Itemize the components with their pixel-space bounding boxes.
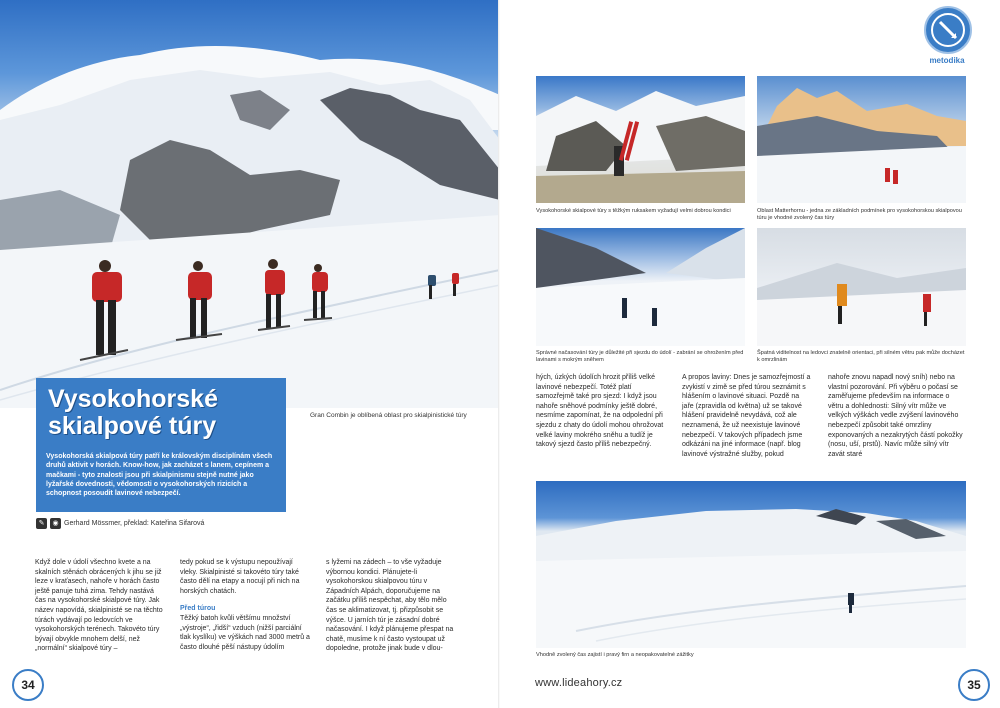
pen-icon: ✎ bbox=[36, 518, 47, 529]
article-lead: Vysokohorská skialpová túry patří ke královským disciplínám všech druhů aktivit v horách. Know-how, jak zacházet s lanem, cepínem a mačkami - tyto znalosti jsou při skialpinismu stejně nutné jako lyžařské dovednosti, vědomosti o vysokohorských rizicích a schopnost posoudit lavinové nebezpečí. bbox=[46, 453, 273, 498]
left-col2-text-b: Těžký batoh kvůli většímu množství „výstroje“, „řidší“ vzduch (nižší parciální tlak kyslíku) ve výškách nad 3000 metrů a často dlouhé pěší nástupy údolím bbox=[180, 614, 310, 651]
left-col3-text: s lyžemi na zádech – to vše vyžaduje výbornou kondici. Plánujete-li vysokohorskou skialpovou túru v Západních Alpách, doporučujeme na začátku příliš nespěchat, aby tělo mělo čas se aklimatizovat, tj. přizpůsobit se výšce. U jarních túr je zásadní dobré načasování. I když plánujeme přespat na chatě, musíme k ní často vystoupat už dopoledne, protože jinak bude v dlou- bbox=[326, 559, 454, 653]
right-col2-text: A propos laviny: Dnes je samozřejmostí a zvykistí v zimě se před túrou seznámit s hlášením o lavinové situaci. Pozdě na jaře (zpravidla od května) už se takové hlášení pravidelně nevydává, což ale neznamená, že už neexistuje lavinové nebezpečí. V takových případech jsme odkázáni na jiné informace (např. blog lavinové výstražné služby, pokud bbox=[682, 374, 811, 458]
credits-text: Gerhard Mössmer, překlad: Kateřina Sifarová bbox=[64, 519, 205, 527]
left-column-3 bbox=[326, 558, 456, 654]
caption-1: Vysokohorské skialpové túry s těžkým ruksakem vyžadují velmi dobrou kondici bbox=[536, 208, 731, 214]
hero-illustration bbox=[0, 0, 500, 408]
photo-glacier-descent bbox=[536, 481, 966, 648]
website-url[interactable]: www.lideahory.cz bbox=[535, 677, 623, 689]
title-line-2: skialpové túry bbox=[48, 412, 217, 440]
right-col3-text: nahoře znovu napadl nový sníh) nebo na vlastní pozorování. Při výběru o počasí se zaměřujeme především na informace o větru a dohlednosti: Silný vítr může ve velkých výškách vedle zvýšení lavinového nebezpečí způsobit také omrzliny exponovaných a nezakrytých částí pokožky (nosu, uší, prstů). Navíc může silný vítr zavát staré bbox=[828, 374, 963, 458]
left-col1-text: Když dole v údolí všechno kvete a na skalních stěnách obrácených k jihu se již leze v kraťasech, nahoře v horách často ještě panuje tuhá zima. Tehdy nastává čas na vysokohorské skialpové túry. Jak název napovídá, skialpinisté se na těchto túrách vydávají po ledovcích ve vysokohorských terénech. Takovéto túry bývají obvykle mnohem delší, než „normální“ skialpové túry – bbox=[35, 559, 163, 653]
page-number-left: 34 bbox=[12, 669, 44, 701]
compass-logo-icon bbox=[924, 6, 972, 54]
photo-skier-with-skis bbox=[536, 76, 745, 203]
section-logo bbox=[922, 6, 972, 68]
hero-caption: Gran Combin je oblíbená oblast pro skialpinistické túry bbox=[310, 412, 467, 419]
caption-3: Správné načasování túry je důležité při sjezdu do údolí - zabrání se ohrožením před lavinami s mokrým sněhem bbox=[536, 350, 744, 363]
left-column-1 bbox=[35, 558, 165, 654]
title-line-1: Vysokohorské bbox=[48, 385, 218, 413]
section-label: metodika bbox=[929, 56, 965, 65]
hero-photo bbox=[0, 0, 500, 408]
page-number-right: 35 bbox=[958, 669, 990, 701]
photo-matterhorn bbox=[757, 76, 966, 203]
left-col2-text-a: tedy pokud se k výstupu nepoužívají vleky. Skialpinisté si takovéto túry také často dělí na etapy a nocují při nich na horských chatách. bbox=[180, 559, 300, 595]
left-column-2 bbox=[180, 558, 310, 652]
caption-4: Špatná viditelnost na ledovci znatelně orientaci, při silném větru pak může docházet k omrzlinám bbox=[757, 350, 965, 363]
right-col1-text: hých, úzkých údolích hrozit příliš velké lavinové nebezpečí. Totéž platí samozřejmě také pro sjezd: I když jsou nahoře sněhové podmínky ještě dobré, nesmíme zapomínat, že na odpolední při sjezdu z chaty do údolí mohou ohrožovat velké laviny mokrého sněhu a tudíž je takový sjezd často příliš nebezpečný. bbox=[536, 374, 664, 449]
photo-low-visibility bbox=[757, 228, 966, 346]
right-column-3 bbox=[828, 373, 963, 459]
title-box bbox=[36, 378, 286, 512]
caption-bottom: Vhodně zvolený čas zajistí i pravý firn a neopakovatelné zážitky bbox=[536, 652, 694, 658]
photo-valley-descent bbox=[536, 228, 745, 346]
caption-2: Oblast Matterhornu - jedna ze základních podmínek pro vysokohorskou skialpovou túru je vhodné zvolený čas túry bbox=[757, 208, 962, 221]
left-col2-subheading: Před túrou bbox=[180, 605, 216, 613]
camera-icon: ◉ bbox=[50, 518, 61, 529]
credits bbox=[36, 516, 204, 530]
article-title bbox=[48, 386, 218, 440]
right-column-2 bbox=[682, 373, 812, 459]
right-page bbox=[500, 0, 1000, 708]
right-column-1 bbox=[536, 373, 666, 450]
